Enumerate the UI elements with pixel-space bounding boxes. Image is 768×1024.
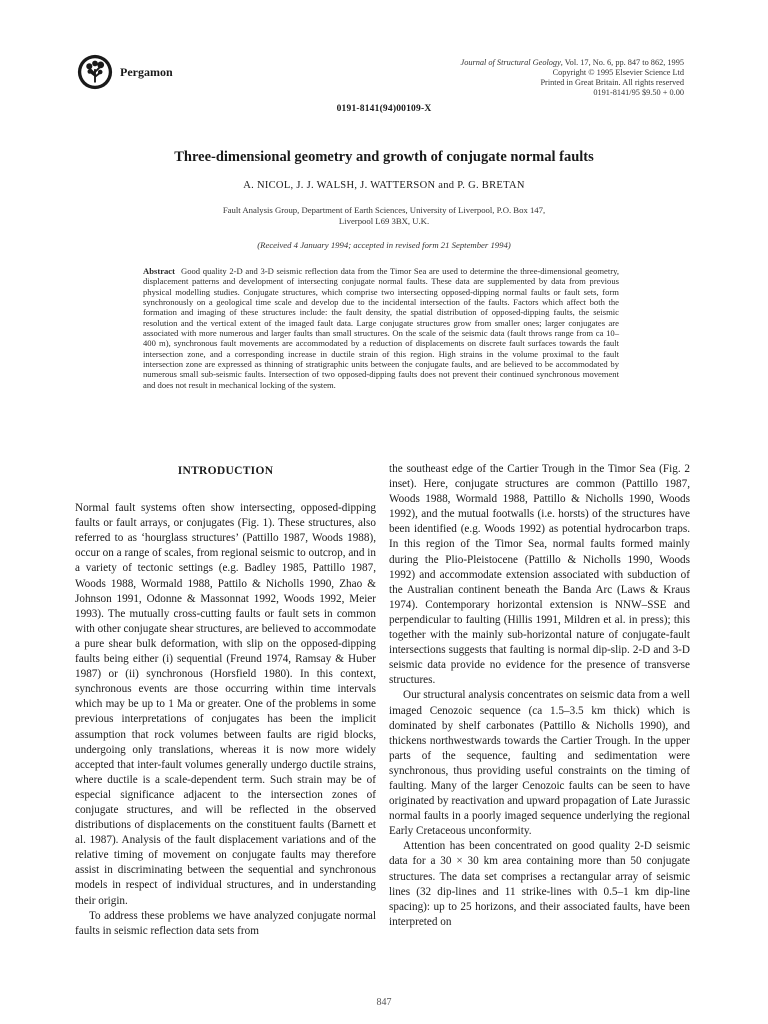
section-heading-introduction: INTRODUCTION [177, 465, 274, 477]
body-paragraph: To address these problems we have analyzed conjugate normal faults in seismic reflection data sets from [75, 909, 376, 937]
abstract [143, 266, 619, 390]
copyright-line: Copyright © 1995 Elsevier Science Ltd [552, 68, 684, 77]
page-number: 847 [376, 997, 392, 1008]
journal-info [461, 58, 684, 98]
article-title: Three-dimensional geometry and growth of conjugate normal faults [174, 149, 594, 165]
pergamon-tree-emblem-icon [76, 53, 114, 91]
body-paragraph: Normal fault systems often show intersecting, opposed-dipping faults or fault arrays, or conjugates (Fig. 1). These structures, also referred to as ‘hourglass structures’ (Pattillo 1987, Woods 1988), occur on a range of scales, from regional seismic to outcrop, and in a variety of tectonic settings (e.g. Badley 1985, Pattillo 1987, Woods 1988, Wormald 1988, Pattilo & Nicholls 1990, Zhao & Johnson 1991, Odonne & Massonnat 1992, Woods 1992, Meier 1993). The mutually cross-cutting faults or fault sets in common with other conjugate shear structures, are believed to accommodate a pure shear bulk deformation, with slip on the opposed-dipping faults being either (i) sequential (Freund 1974, Ramsay & Huber 1987) or (ii) synchronous (Horsfield 1980). In this context, synchronous events are those occurring within time intervals which may be up to 1 Ma or greater. One of the problems in some previous interpretations of conjugates has been the implicit assumption that rock volumes between faults are rigid blocks, undergoing only translations, whereas it is now more widely accepted that inter-fault volumes generally undergo ductile strains, where ductile is a scale-dependent term. Such strain may be of especial significance adjacent to the intersection zones of conjugate structures, and will be reflected in the observed distributions of displacements on the constituent faults (Barnett et al. 1987). Analysis of the fault displacement variations and of the relative timing of movement on conjugate faults may therefore assist in discriminating between the sequential and synchronous models in respect of individual structures, and in understanding their origin. [75, 502, 377, 907]
issn-line: 0191-8141/95 $9.50 + 0.00 [593, 88, 684, 97]
abstract-text: Good quality 2-D and 3-D seismic reflection data from the Timor Sea are used to determine the three-dimensional geometry, displacement patterns and development of intersecting conjugate normal faults. These data are supplemented by data from previous physical modelling studies. Conjugate structures, which comprise two intersecting opposed-dipping normal faults or fault sets, form synchronously on a geological time scale and develop due to the incidental intersection of the faults. Factors which affect both the formation and imaging of these structures include: the fault density, the spatial distribution of opposed-dipping faults, the seismic resolution and the vertical extent of the imaged fault data. Large conjugate structures grow from smaller ones; larger conjugates are associated with more numerous and larger faults than small structures. On the scale of the seismic data (fault throws range from ca 10–400 m), synchronous fault movements are accommodated by a reduction of displacements on discrete fault surfaces towards the fault intersection zone, and a corresponding increase in ductile strain of this region. High strains in the volume proximal to the fault intersection zone are expressed as thinning of stratigraphic units between the conjugate faults, and are believed to be accommodated by numerous small sub-seismic faults. Intersection of two opposed-dipping faults does not prevent their continued synchronous movement and does not result in mechanical locking of the system. [143, 266, 619, 390]
received-dates: (Received 4 January 1994; accepted in revised form 21 September 1994) [257, 240, 511, 250]
affiliation-line: Fault Analysis Group, Department of Earth Sciences, University of Liverpool, P.O. Box 147, [222, 205, 546, 215]
publisher-name: Pergamon [120, 64, 173, 79]
publisher-logo [76, 52, 173, 92]
body-paragraph: Attention has been concentrated on good quality 2-D seismic data for a 30 × 30 km area containing more than 50 conjugate structures. The data set comprises a rectangular array of seismic lines (32 dip-lines and 11 strike-lines with 0.5–1 km dip-line spacing): up to 25 horizons, and their associated faults, have been interpreted on [389, 840, 690, 928]
abstract-label: Abstract [143, 266, 175, 276]
journal-citation [461, 58, 684, 68]
body-paragraph: the southeast edge of the Cartier Trough in the Timor Sea (Fig. 2 inset). Here, conjugate structures are common (Pattillo 1987, Woods 1988, Wormald 1988, Pattillo & Nicholls 1990, Woods 1992), and the mutual footwalls (i.e. horsts) of the structures have been identified (e.g. Woods 1992) as potential hydrocarbon traps. In this region of the Timor Sea, normal faults formed mainly during the Plio-Pleistocene (Pattillo & Nicholls 1990, Woods 1992) and accommodate extension associated with subduction of the Australian continent beneath the Banda Arc (Laws & Kraus 1974). Contemporary horizontal extension is NNW–SSE and perpendicular to faulting (Hillis 1991, Mildren et al. in press); this together with the mainly sub-horizontal nature of conjugate-fault intersections suggests that faulting is normal dip-slip. 2-D and 3-D seismic data provide no evidence for the presence of transverse structures. [389, 463, 690, 687]
journal-details: , Vol. 17, No. 6, pp. 847 to 862, 1995 [560, 58, 684, 67]
author-list: A. NICOL, J. J. WALSH, J. WATTERSON and P. G. BRETAN [243, 180, 525, 191]
right-column [389, 462, 690, 930]
body-paragraph: Our structural analysis concentrates on seismic data from a well imaged Cenozoic sequence (ca 1.5–3.5 km thick) which is dominated by shelf carbonates (Pattillo & Nicholls 1990), and thickens northwestwards towards the Cartier Trough. In the upper parts of the sequence, faulting and sedimentation were synchronous, thus providing useful constraints on the timing of faulting. Many of the larger Cenozoic faults can be seen to have originated by reactivation and upward propagation of Late Jurassic normal faults in a poorly imaged sequence underlying the regional Early Cretaceous unconformity. [389, 689, 690, 838]
journal-name: Journal of Structural Geology [460, 58, 561, 67]
left-column [75, 464, 376, 939]
document-identifier: 0191-8141(94)00109-X [336, 104, 432, 114]
printed-line: Printed in Great Britain. All rights reserved [540, 78, 684, 87]
affiliation-line: Liverpool L69 3BX, U.K. [338, 216, 430, 226]
affiliation [0, 205, 768, 227]
